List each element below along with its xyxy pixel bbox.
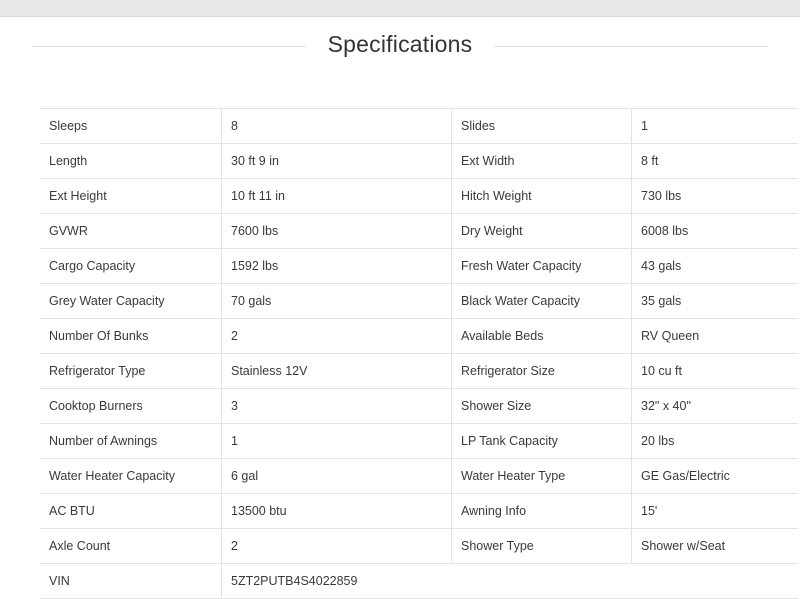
specifications-table-container <box>40 108 759 599</box>
spec-label: Water Heater Capacity <box>40 459 222 494</box>
spec-value: 2 <box>222 319 452 354</box>
spec-label: Slides <box>452 109 632 144</box>
table-row <box>40 389 798 424</box>
spec-label: Fresh Water Capacity <box>452 249 632 284</box>
spec-value: 5ZT2PUTB4S4022859 <box>222 564 799 599</box>
top-band <box>0 0 800 17</box>
spec-value: 35 gals <box>632 284 799 319</box>
table-row <box>40 179 798 214</box>
spec-value: 70 gals <box>222 284 452 319</box>
page-title-container <box>0 16 800 72</box>
spec-value: 13500 btu <box>222 494 452 529</box>
page-title: Specifications <box>306 31 495 58</box>
spec-label: Ext Width <box>452 144 632 179</box>
spec-label: Hitch Weight <box>452 179 632 214</box>
table-row <box>40 214 798 249</box>
spec-label: Axle Count <box>40 529 222 564</box>
spec-value: 6 gal <box>222 459 452 494</box>
spec-label: Black Water Capacity <box>452 284 632 319</box>
table-row <box>40 109 798 144</box>
spec-label: LP Tank Capacity <box>452 424 632 459</box>
spec-value: 32" x 40" <box>632 389 799 424</box>
spec-value: 10 cu ft <box>632 354 799 389</box>
spec-label: Cargo Capacity <box>40 249 222 284</box>
spec-value: 6008 lbs <box>632 214 799 249</box>
spec-value: 30 ft 9 in <box>222 144 452 179</box>
spec-label: Refrigerator Type <box>40 354 222 389</box>
spec-label: Available Beds <box>452 319 632 354</box>
spec-value: 20 lbs <box>632 424 799 459</box>
table-row <box>40 354 798 389</box>
table-row <box>40 284 798 319</box>
table-row <box>40 319 798 354</box>
spec-label: AC BTU <box>40 494 222 529</box>
specifications-table-body <box>40 109 798 599</box>
spec-value: 2 <box>222 529 452 564</box>
table-row <box>40 424 798 459</box>
table-row <box>40 459 798 494</box>
table-row <box>40 494 798 529</box>
spec-value: GE Gas/Electric <box>632 459 799 494</box>
spec-label: Number Of Bunks <box>40 319 222 354</box>
spec-label: Ext Height <box>40 179 222 214</box>
spec-label: Water Heater Type <box>452 459 632 494</box>
spec-value: Shower w/Seat <box>632 529 799 564</box>
spec-value: 1592 lbs <box>222 249 452 284</box>
spec-value: 1 <box>632 109 799 144</box>
spec-value: Stainless 12V <box>222 354 452 389</box>
spec-label: Grey Water Capacity <box>40 284 222 319</box>
spec-label: Cooktop Burners <box>40 389 222 424</box>
spec-label: Length <box>40 144 222 179</box>
spec-label: Dry Weight <box>452 214 632 249</box>
spec-value: 43 gals <box>632 249 799 284</box>
spec-label: Refrigerator Size <box>452 354 632 389</box>
spec-label: Awning Info <box>452 494 632 529</box>
spec-label: VIN <box>40 564 222 599</box>
spec-label: Sleeps <box>40 109 222 144</box>
spec-value: 7600 lbs <box>222 214 452 249</box>
specifications-table <box>40 108 798 599</box>
spec-label: Shower Type <box>452 529 632 564</box>
spec-label: Shower Size <box>452 389 632 424</box>
spec-value: RV Queen <box>632 319 799 354</box>
table-row <box>40 249 798 284</box>
table-row <box>40 529 798 564</box>
spec-value: 8 ft <box>632 144 799 179</box>
spec-value: 15' <box>632 494 799 529</box>
spec-label: GVWR <box>40 214 222 249</box>
spec-value: 3 <box>222 389 452 424</box>
spec-value: 10 ft 11 in <box>222 179 452 214</box>
spec-value: 730 lbs <box>632 179 799 214</box>
table-row <box>40 564 798 599</box>
spec-label: Number of Awnings <box>40 424 222 459</box>
table-row <box>40 144 798 179</box>
spec-value: 1 <box>222 424 452 459</box>
spec-value: 8 <box>222 109 452 144</box>
